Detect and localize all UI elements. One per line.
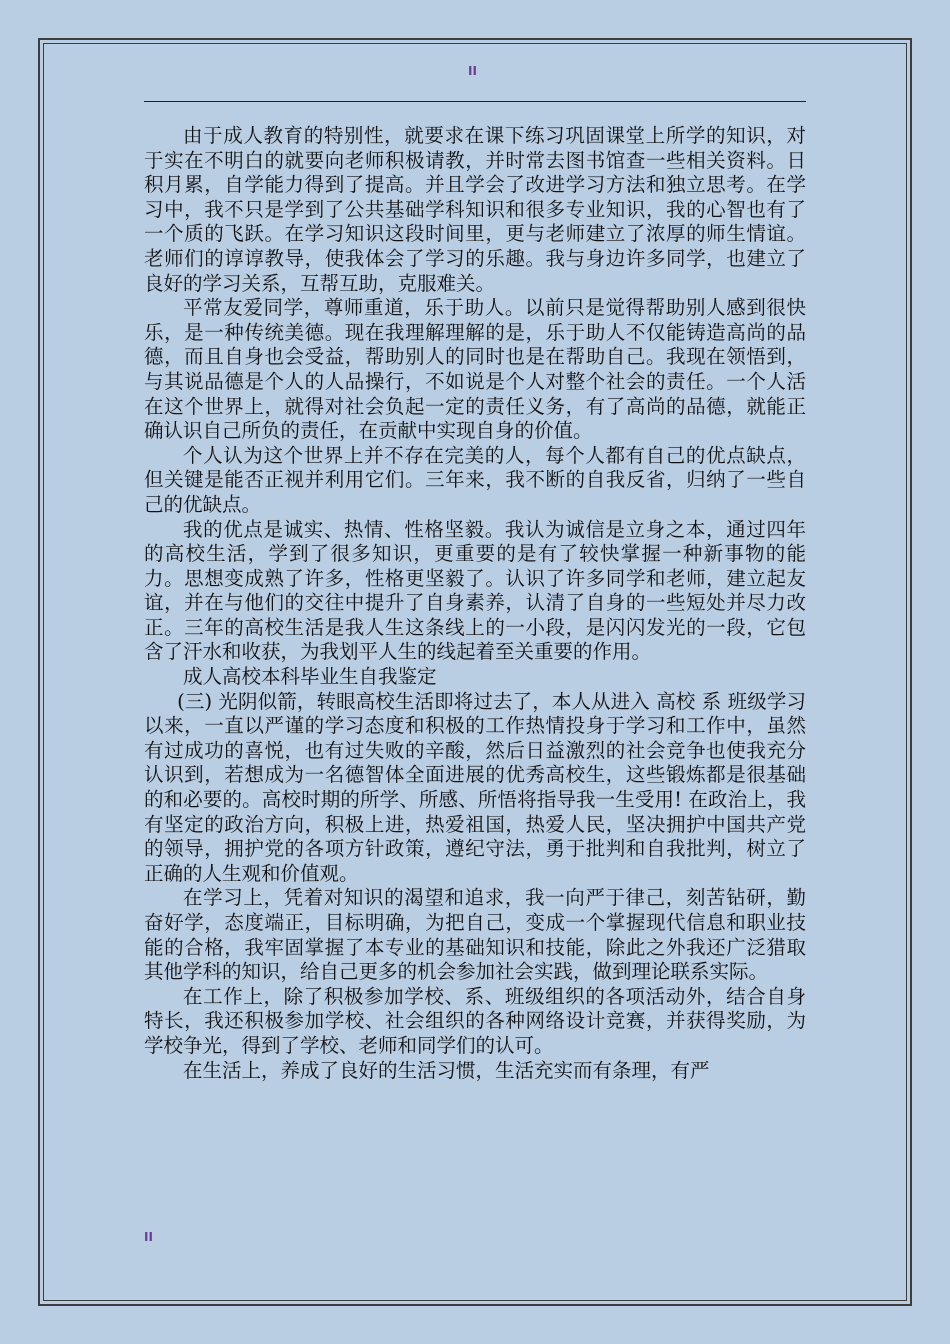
paragraph-political: (三) 光阴似箭，转眼高校生活即将过去了，本人从进入 高校 系 班级学习以来，一直以严谨的学习态度和积极的工作热情投身于学习和工作中，虽然有过成功的喜悦，也有过失败的辛酸，然后日益激烈的社会竞争也使我充分认识到，若想成为一名德智体全面进展的优秀高校生，这些锻炼都是很基础的和必要的。高校时期的所学、所感、所悟将指导我一生受用! 在政治上，我有坚定的政治方向，积极上进，热爱祖国，热爱人民，坚决拥护中国共产党的领导，拥护党的各项方针政策，遵纪守法，勇于批判和自我批判，树立了正确的人生观和价值观。 — [144, 689, 806, 885]
header-page-mark: II — [468, 64, 477, 78]
paragraph-strengths: 我的优点是诚实、热情、性格坚毅。我认为诚信是立身之本，通过四年的高校生活，学到了很多知识，更重要的是有了较快掌握一种新事物的能力。思想变成熟了许多，性格更坚毅了。认识了许多同学和老师，建立起友谊，并在与他们的交往中提升了自身素养，认清了自身的一些短处并尽力改正。三年的高校生活是我人生这条线上的一小段，是闪闪发光的一段，它包含了汗水和收获，为我划平人生的线起着至关重要的作用。 — [144, 517, 806, 664]
section-title: 成人高校本科毕业生自我鉴定 — [183, 665, 437, 689]
paragraph-self-reflection: 个人认为这个世界上并不存在完美的人，每个人都有自己的优点缺点，但关键是能否正视并利用它们。三年来，我不断的自我反省，归纳了一些自己的优缺点。 — [144, 443, 806, 516]
document-body — [144, 124, 806, 1083]
header-divider — [144, 101, 806, 102]
paragraph-life: 在生活上，养成了良好的生活习惯，生活充实而有条理，有严 — [183, 1058, 710, 1082]
paragraph-help-others: 平常友爱同学，尊师重道，乐于助人。以前只是觉得帮助别人感到很快乐，是一种传统美德。现在我理解理解的是，乐于助人不仅能铸造高尚的品德，而且自身也会受益，帮助别人的同时也是在帮助自己。我现在领悟到，与其说品德是个人的人品操行，不如说是个人对整个社会的责任。一个人活在这个世界上，就得对社会负起一定的责任义务，有了高尚的品德，就能正确认识自己所负的责任，在贡献中实现自身的价值。 — [144, 296, 806, 443]
footer-page-mark: II — [144, 1230, 153, 1244]
paragraph-learning: 在学习上，凭着对知识的渴望和追求，我一向严于律己，刻苦钻研，勤奋好学，态度端正，目标明确，为把自己，变成一个掌握现代信息和职业技能的合格，我牢固掌握了本专业的基础知识和技能，除此之外我还广泛猎取其他学科的知识，给自己更多的机会参加社会实践，做到理论联系实际。 — [144, 886, 806, 984]
paragraph-study-method: 由于成人教育的特别性，就要求在课下练习巩固课堂上所学的知识，对于实在不明白的就要向老师积极请教，并时常去图书馆查一些相关资料。日积月累，自学能力得到了提高。并且学会了改进学习方法和独立思考。在学习中，我不只是学到了公共基础学科知识和很多专业知识，我的心智也有了一个质的飞跃。在学习知识这段时间里，更与老师建立了浓厚的师生情谊。老师们的谆谆教导，使我体会了学习的乐趣。我与身边许多同学，也建立了良好的学习关系，互帮互助，克服难关。 — [144, 124, 806, 295]
paragraph-work: 在工作上，除了积极参加学校、系、班级组织的各项活动外，结合自身特长，我还积极参加学校、社会组织的各种网络设计竞赛，并获得奖励，为学校争光，得到了学校、老师和同学们的认可。 — [144, 984, 806, 1057]
